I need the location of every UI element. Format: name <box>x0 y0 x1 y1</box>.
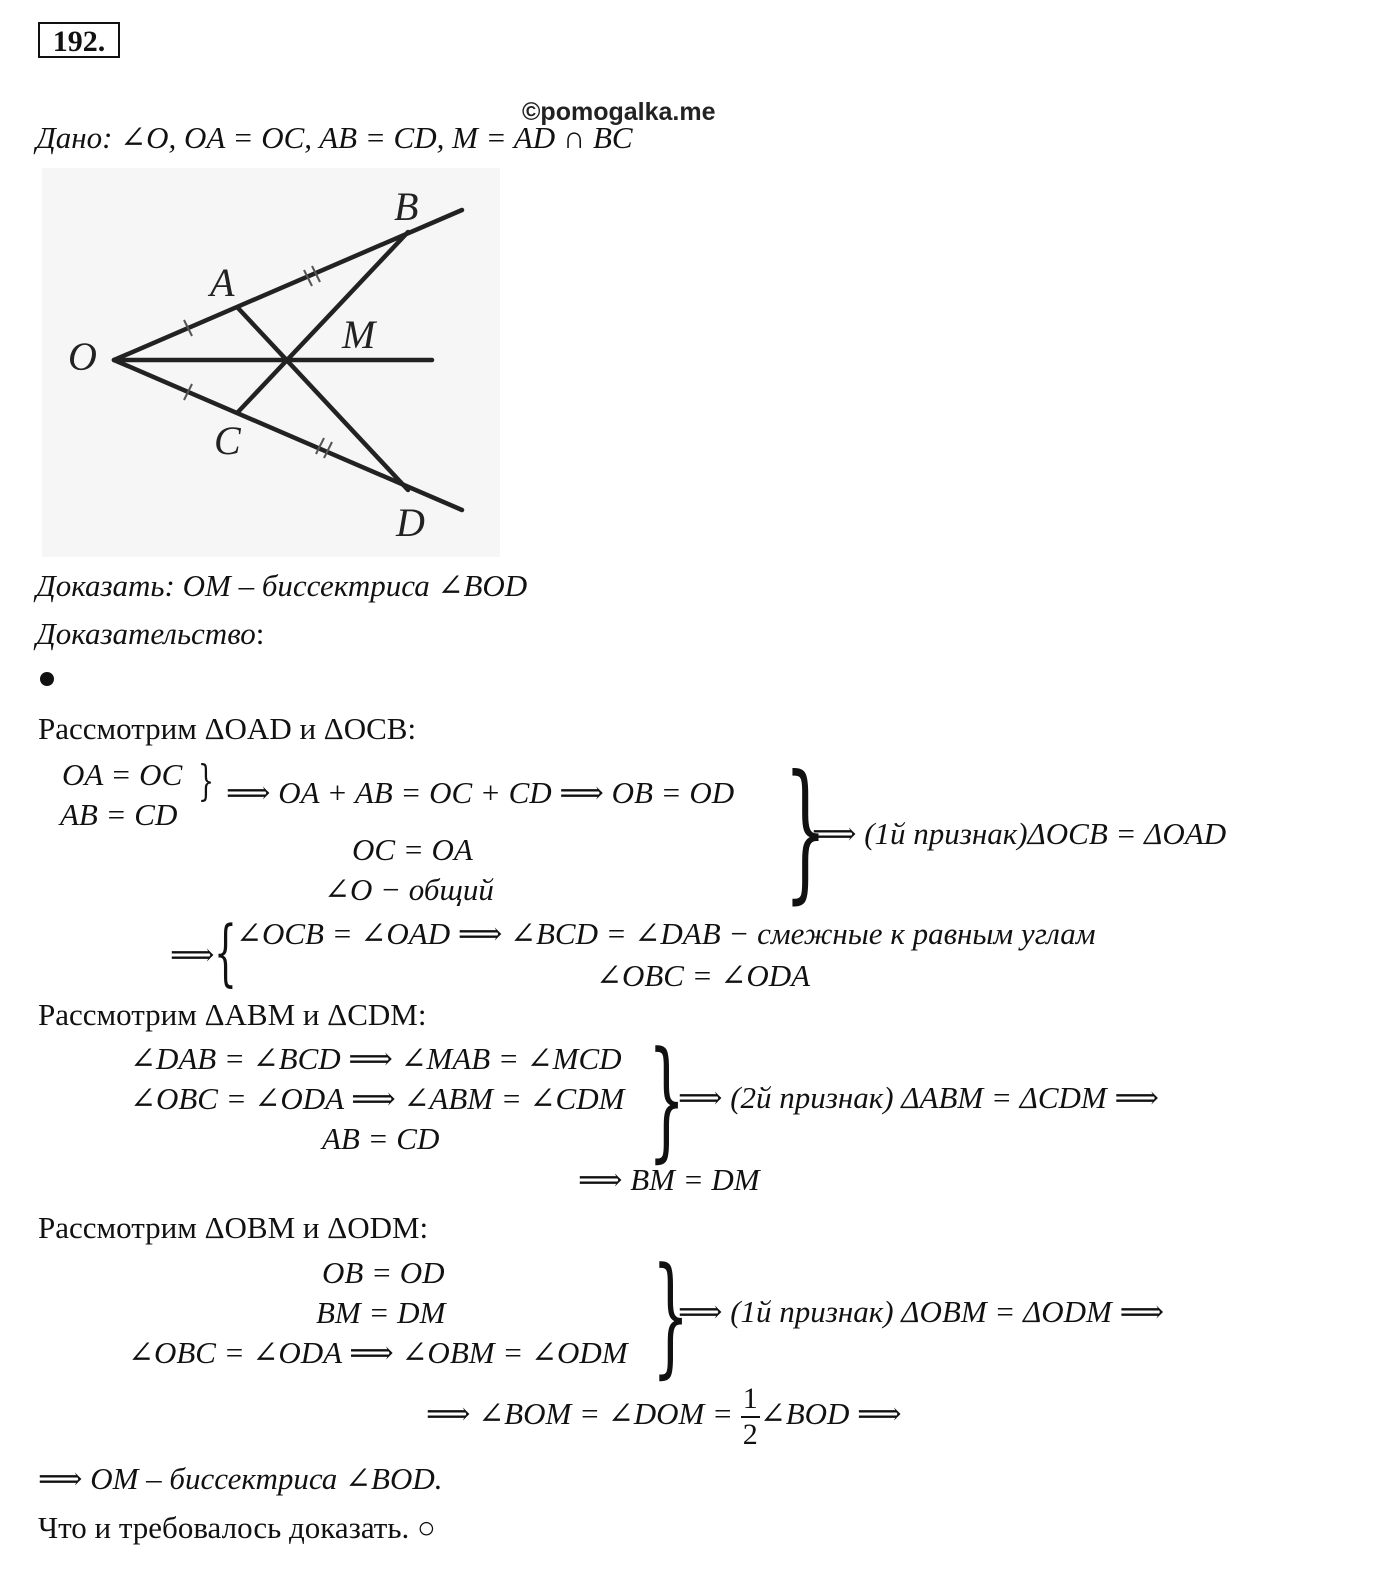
step3-next <box>426 1376 902 1452</box>
label-c: C <box>214 418 241 463</box>
proof-label: Доказательство <box>36 616 256 651</box>
fraction-numerator: 1 <box>741 1382 760 1418</box>
step1-c1: ∠OCB = ∠OAD ⟹ ∠BCD = ∠DAB − смежные к равным углам <box>236 916 1096 951</box>
step2-brace: } <box>648 1023 686 1175</box>
step1-l5: ∠O − общий <box>324 872 494 907</box>
step2-next: ⟹ BM = DM <box>578 1162 760 1197</box>
step1-outer-brace: } <box>784 744 827 918</box>
step2-l2: ∠OBC = ∠ODA ⟹ ∠ABM = ∠CDM <box>130 1081 625 1116</box>
step1-title: Рассмотрим ΔOAD и ΔOCB: <box>38 711 417 746</box>
given-label: Дано <box>36 120 103 155</box>
geometry-figure <box>42 168 500 557</box>
watermark: ©pomogalka.me <box>522 98 716 126</box>
label-m: M <box>342 312 376 357</box>
half-fraction <box>741 1382 760 1452</box>
step2-l1: ∠DAB = ∠BCD ⟹ ∠MAB = ∠MCD <box>130 1041 622 1076</box>
step1-l3: ⟹ OA + AB = OC + CD ⟹ OB = OD <box>226 775 735 810</box>
step1-inner-brace: } <box>198 756 215 805</box>
label-d: D <box>396 500 425 545</box>
fraction-denominator: 2 <box>742 1417 758 1451</box>
step1-system-brace: { <box>214 910 237 994</box>
step1-l1: OA = OC <box>62 757 183 792</box>
given-text: : ∠O, OA = OC, AB = CD, M = AD ∩ BC <box>102 120 633 155</box>
step1-result: ⟹ (1й признак)ΔOCB = ΔOAD <box>812 816 1227 851</box>
step1-l4: OC = OA <box>352 832 473 867</box>
step3-l3: ∠OBC = ∠ODA ⟹ ∠OBM = ∠ODM <box>128 1335 628 1370</box>
step2-title: Рассмотрим ΔABM и ΔCDM: <box>38 997 427 1032</box>
step2-l3: AB = CD <box>322 1121 440 1156</box>
step1-c2: ∠OBC = ∠ODA <box>596 958 811 993</box>
step2-result: ⟹ (2й признак) ΔABM = ΔCDM ⟹ <box>678 1080 1159 1115</box>
step3-title: Рассмотрим ΔOBM и ΔODM: <box>38 1210 429 1245</box>
step3-l2: BM = DM <box>316 1295 446 1330</box>
step3-result: ⟹ (1й признак) ΔOBM = ΔODM ⟹ <box>678 1294 1165 1329</box>
prove-line <box>36 568 527 604</box>
step3-next-a: ⟹ ∠BOM = ∠DOM = <box>426 1396 741 1431</box>
step1-implies: ⟹ <box>170 937 215 972</box>
step1-l2: AB = CD <box>60 797 178 832</box>
label-b: B <box>394 184 419 229</box>
figure-svg <box>42 168 500 557</box>
prove-text: : OM – биссектриса ∠BOD <box>164 568 528 603</box>
label-a: A <box>210 260 235 305</box>
step3-brace: } <box>652 1239 690 1391</box>
problem-number: 192. <box>38 22 120 58</box>
proof-colon: : <box>255 616 265 651</box>
conclusion: ⟹ OM – биссектриса ∠BOD. <box>38 1461 443 1496</box>
ray-od <box>114 360 462 510</box>
proof-line <box>36 616 264 652</box>
prove-label: Доказать <box>36 568 165 603</box>
bullet <box>40 672 54 686</box>
step3-next-b: ∠BOD ⟹ <box>759 1396 902 1431</box>
given-line <box>36 120 633 156</box>
end-statement: Что и требовалось доказать. ○ <box>38 1510 436 1545</box>
step3-l1: OB = OD <box>322 1255 445 1290</box>
label-o: O <box>68 334 97 379</box>
segment-ad <box>238 308 408 490</box>
segment-bc <box>238 232 408 412</box>
